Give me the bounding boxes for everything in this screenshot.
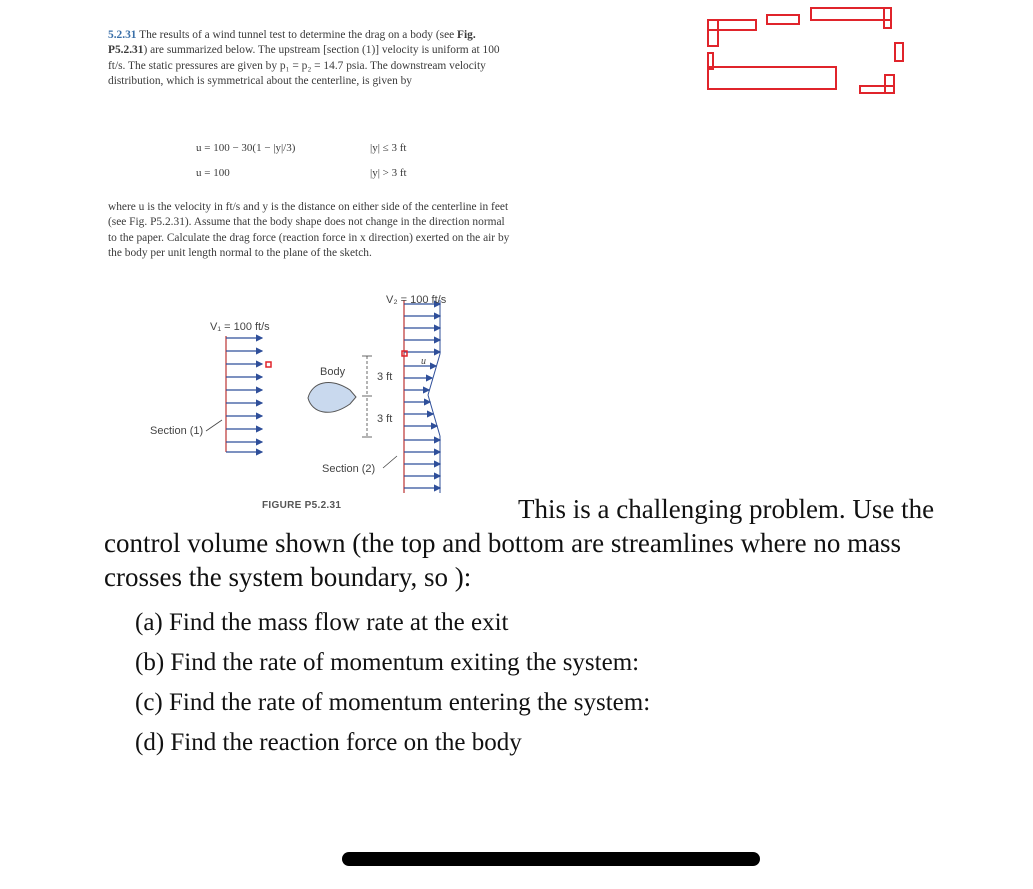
- part-b: [135, 643, 650, 683]
- section2-label: Section (2): [322, 463, 376, 475]
- outlet-velocity-profile: [402, 300, 440, 493]
- question-body: control volume shown (the top and bottom are streamlines where no mass crosses the system boundary, so ):: [104, 528, 902, 592]
- problem-statement: [108, 28, 510, 90]
- u-label: u: [421, 356, 426, 367]
- body-label: Body: [320, 366, 346, 378]
- v2-label: V₂ = 100 ft/s: [386, 294, 447, 306]
- question-parts: [135, 603, 650, 763]
- part-d-label: (d): [135, 729, 165, 756]
- section1-label: Section (1): [150, 425, 204, 437]
- problem-body: ) are summarized below. The upstream [section (1)] velocity is uniform at 100 ft/s. The static pressures are given by p₁ = p₂ = 14.7 psia. The downstream velocity distribution, which is symmetrical about the centerline, is given by: [108, 44, 500, 88]
- problem-continuation: where u is the velocity in ft/s and y is the distance on either side of the centerline in feet (see Fig. P5.2.31). Assume that the body shape does not change in the direction normal to the paper. Calculate the drag force (reaction force in x direction) exerted on the air by the body per unit length normal to the plane of the sketch.: [108, 201, 510, 260]
- equation-1: u = 100 − 30(1 − |y|/3): [196, 142, 296, 154]
- figure-caption: FIGURE P5.2.31: [262, 500, 342, 511]
- dim-top-label: 3 ft: [377, 371, 393, 383]
- condition-1: |y| ≤ 3 ft: [370, 142, 407, 154]
- question-text: [104, 492, 984, 594]
- question-lead: This is a challenging problem. Use the: [518, 494, 935, 524]
- condition-2: |y| > 3 ft: [370, 167, 407, 179]
- dim-bottom-label: 3 ft: [377, 413, 393, 425]
- part-c-text: Find the rate of momentum entering the system:: [169, 689, 651, 716]
- equation-2: u = 100: [196, 167, 230, 179]
- part-a-label: (a): [135, 609, 163, 636]
- v1-label: V₁ = 100 ft/s: [210, 321, 270, 333]
- body-shape: [308, 383, 356, 413]
- part-d-text: Find the reaction force on the body: [170, 729, 522, 756]
- part-a-text: Find the mass flow rate at the exit: [169, 609, 509, 636]
- part-a: [135, 603, 650, 643]
- part-d: [135, 723, 650, 763]
- home-indicator-bar[interactable]: [342, 852, 760, 866]
- inlet-velocity-profile: [226, 336, 271, 452]
- part-b-label: (b): [135, 649, 165, 676]
- problem-number: 5.2.31: [108, 29, 137, 41]
- part-c-label: (c): [135, 689, 163, 716]
- part-c: [135, 683, 650, 723]
- dimension-lines: [362, 356, 372, 437]
- figure-reference: Fig. P5.2.31: [108, 29, 476, 57]
- problem-intro: The results of a wind tunnel test to determine the drag on a body (see: [136, 29, 458, 41]
- part-b-text: Find the rate of momentum exiting the system:: [170, 649, 640, 676]
